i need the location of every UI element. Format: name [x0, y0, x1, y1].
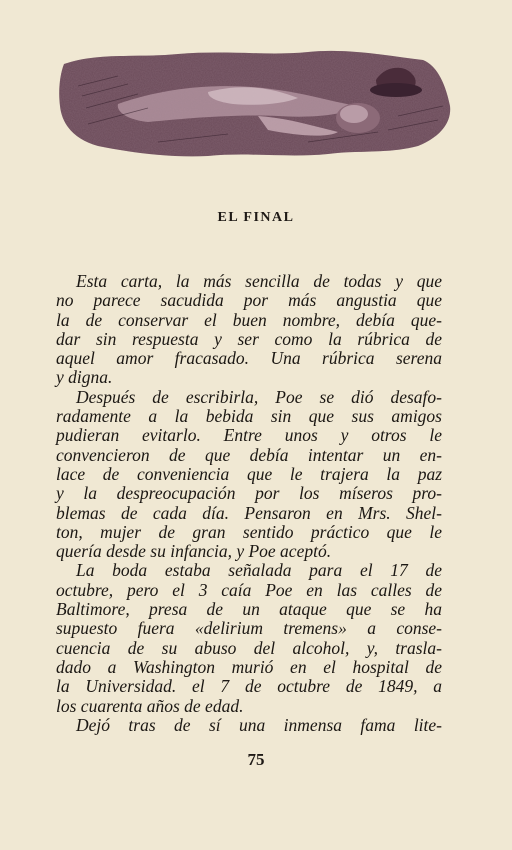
text-line: dar sin respuesta y ser como la rúbrica de	[56, 328, 442, 349]
text-line: Dejó tras de sí una inmensa fama lite-	[76, 714, 442, 735]
text-line: y digna.	[56, 367, 113, 388]
text-line: Después de escribirla, Poe se dió desafo-	[76, 386, 442, 407]
text-line: la Universidad. el 7 de octubre de 1849, a	[56, 676, 442, 697]
paragraph	[56, 716, 442, 735]
text-line: ton, mujer de gran sentido práctico que le	[56, 521, 442, 542]
text-line: convencieron de que debía intentar un en-	[56, 444, 442, 465]
text-line: blemas de cada día. Pensaron en Mrs. Shel-	[56, 502, 442, 523]
page-number: 75	[247, 750, 265, 769]
chapter-title: EL FINAL	[217, 210, 295, 225]
text-line: Esta carta, la más sencilla de todas y que	[76, 271, 442, 291]
text-line: dado a Washington murió en el hospital de	[56, 656, 442, 677]
text-line: aquel amor fracasado. Una rúbrica serena	[56, 348, 442, 369]
text-line: quería desde su infancia, y Poe aceptó.	[56, 541, 332, 562]
text-line: lace de conveniencia que le trajera la paz	[56, 463, 442, 484]
chapter-body	[56, 272, 442, 735]
text-line: cuencia de su abuso del alcohol, y, trasla-	[56, 637, 442, 658]
text-line: pudieran evitarlo. Entre unos y otros le	[56, 425, 442, 446]
text-line: supuesto fuera «delirium tremens» a conse-	[56, 618, 442, 639]
paragraph	[56, 388, 442, 562]
text-line: Baltimore, presa de un ataque que se ha	[56, 599, 442, 620]
sleeping-figure-engraving	[58, 46, 453, 158]
text-line: y la despreocupación por los míseros pro-	[56, 483, 442, 504]
text-line: los cuarenta años de edad.	[56, 695, 244, 716]
text-line: no parece sacudida por más angustia que	[56, 290, 442, 311]
paragraph	[56, 272, 442, 388]
text-line: octubre, pero el 3 caía Poe en las calles de	[56, 579, 442, 600]
paragraph	[56, 561, 442, 715]
text-line: La boda estaba señalada para el 17 de	[76, 560, 442, 581]
text-line: la de conservar el buen nombre, debía que-	[56, 309, 442, 330]
text-line: radamente a la bebida sin que sus amigos	[56, 406, 442, 427]
